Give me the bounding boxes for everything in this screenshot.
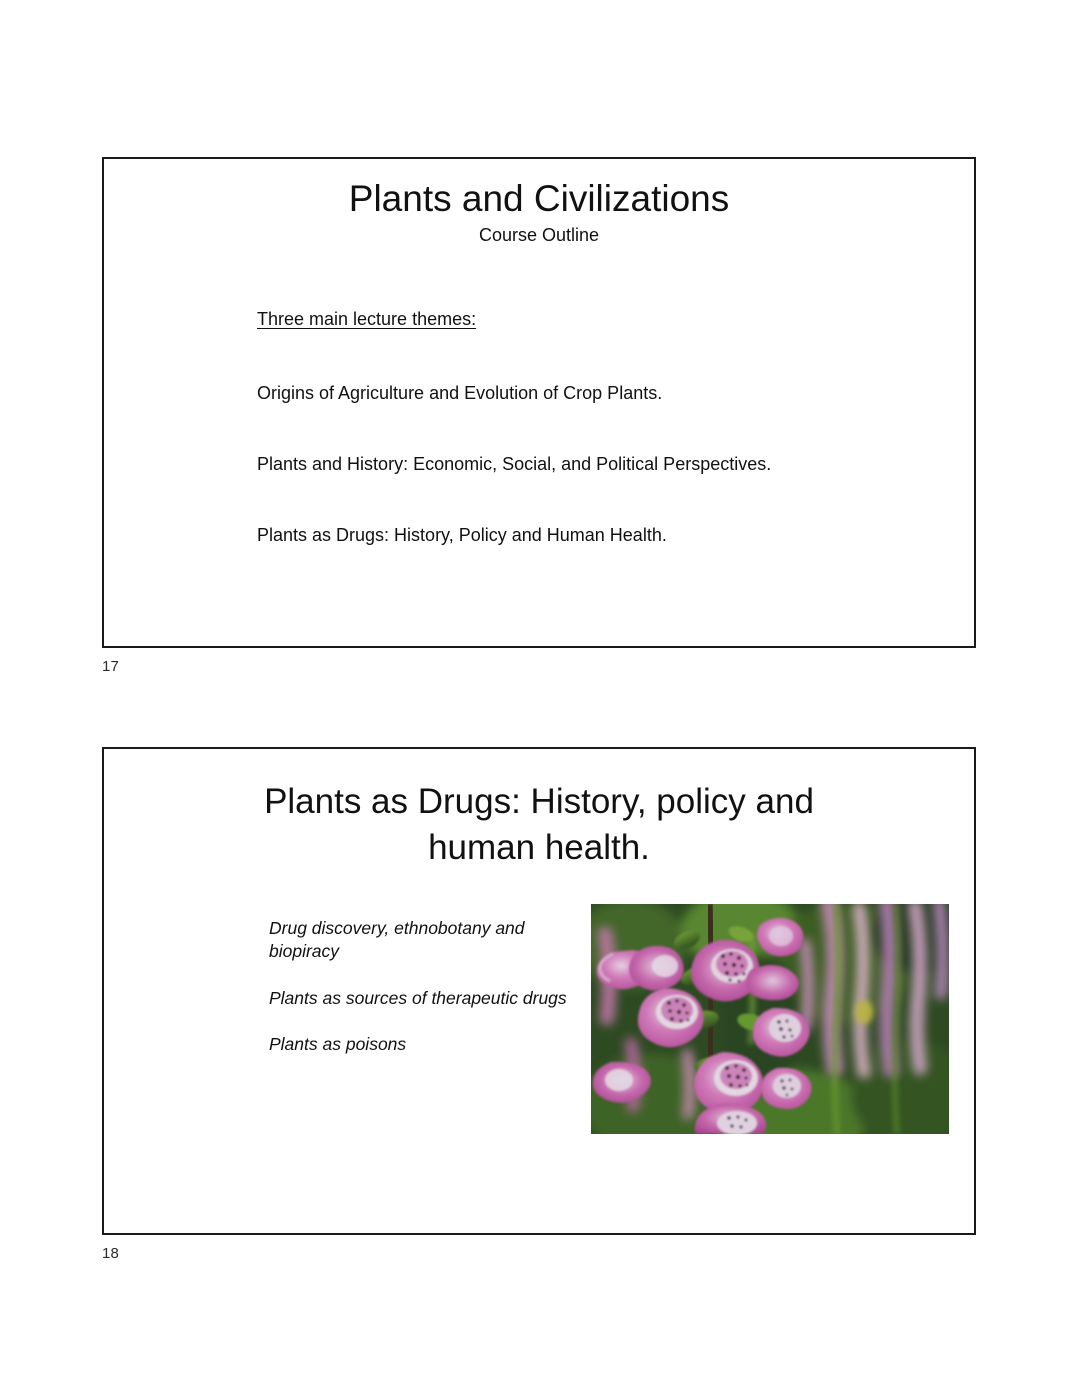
foxglove-photo-graphic	[591, 904, 949, 1134]
slide-17	[102, 157, 976, 648]
page-number-18: 18	[102, 1245, 120, 1262]
slide-18-bullet-1: Drug discovery, ethnobotany and biopiracy	[269, 918, 525, 962]
slide-17-theme-2: Plants and History: Economic, Social, and Political Perspectives.	[257, 454, 772, 475]
slide-17-theme-1: Origins of Agriculture and Evolution of Crop Plants.	[257, 383, 663, 403]
slide-17-title: Plants and Civilizations	[348, 178, 730, 219]
slide-17-body	[257, 309, 877, 547]
slide-17-theme-3: Plants as Drugs: History, Policy and Human Health.	[257, 525, 667, 546]
slide-18-bullet-3: Plants as poisons	[269, 1033, 407, 1054]
foxglove-photo	[591, 904, 949, 1134]
slide-17-subtitle: Course Outline	[478, 225, 600, 245]
slide-18	[102, 747, 976, 1235]
slide-18-bullet-2: Plants as sources of therapeutic drugs	[269, 987, 567, 1008]
slide-18-title: Plants as Drugs: History, policy and human health.	[264, 782, 814, 868]
slide-17-lead-text: Three main lecture themes:	[257, 309, 477, 329]
page-number-17: 17	[102, 658, 120, 675]
slide-18-body	[269, 917, 569, 1056]
